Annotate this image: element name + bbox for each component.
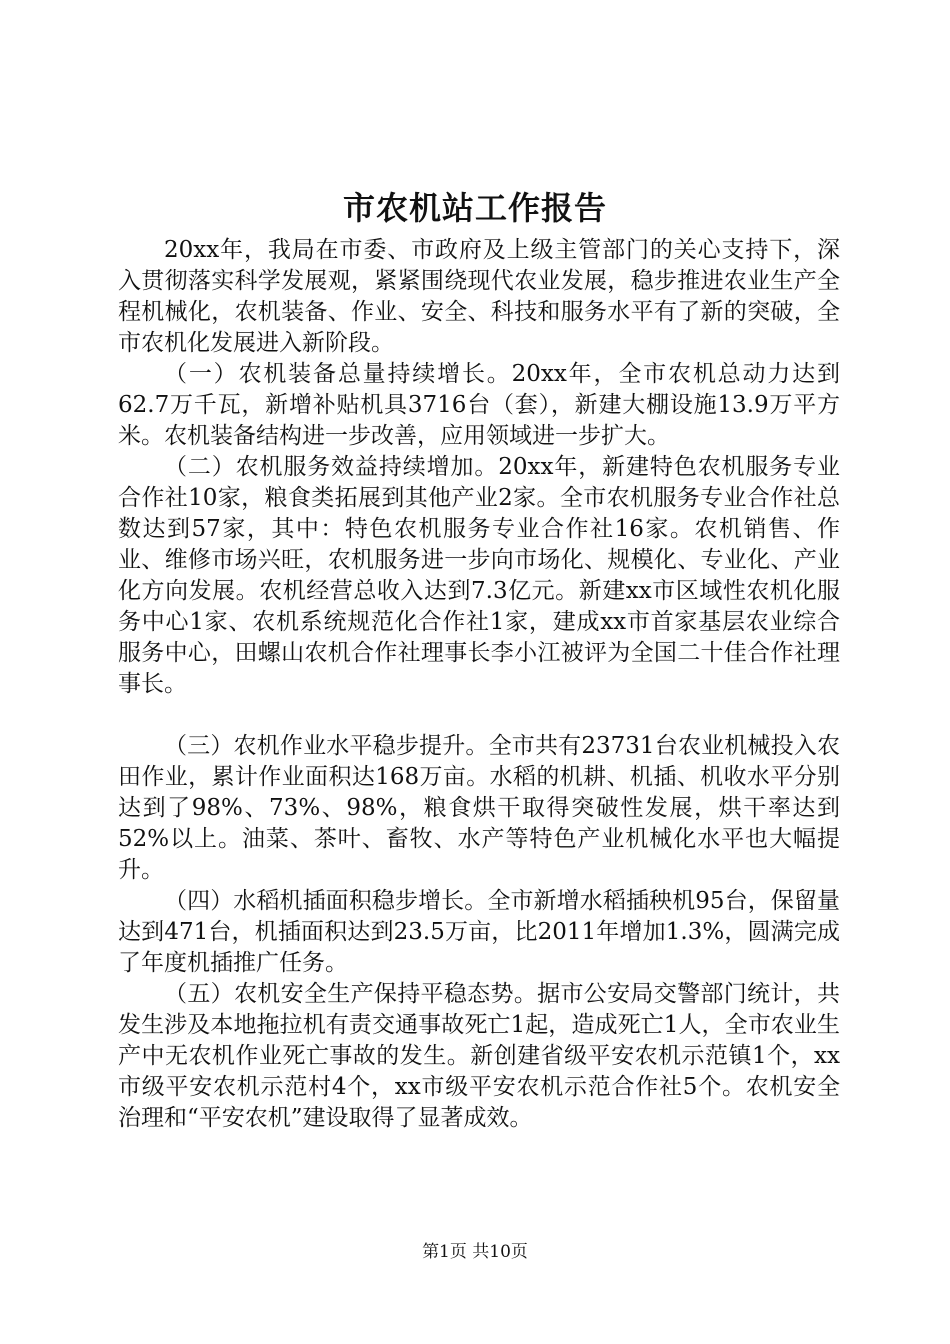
section-4-paragraph: （四）水稻机插面积稳步增长。全市新增水稻插秧机95台，保留量达到471台，机插面积达到23.5万亩，比2011年增加1.3%，圆满完成了年度机插推广任务。 <box>118 888 840 976</box>
document-title: 市农机站工作报告 <box>342 189 607 227</box>
section-5-paragraph: （五）农机安全生产保持平稳态势。据市公安局交警部门统计，共发生涉及本地拖拉机有责交通事故死亡1起，造成死亡1人，全市农业生产中无农机作业死亡事故的发生。新创建省级平安农机示范镇1个，xx市级平安农机示范村4个，xx市级平安农机示范合作社5个。农机安全治理和“平安农机”建设取得了显著成效。 <box>118 981 840 1131</box>
section-2-paragraph: （二）农机服务效益持续增加。20xx年，新建特色农机服务专业合作社10家，粮食类拓展到其他产业2家。全市农机服务专业合作社总数达到57家，其中：特色农机服务专业合作社16家。农机销售、作业、维修市场兴旺，农机服务进一步向市场化、规模化、专业化、产业化方向发展。农机经营总收入达到7.3亿元。新建xx市区域性农机化服务中心1家、农机系统规范化合作社1家，建成xx市首家基层农业综合服务中心，田螺山农机合作社理事长李小江被评为全国二十佳合作社理事长。 <box>118 454 840 697</box>
document-body <box>118 235 840 1134</box>
section-3-paragraph: （三）农机作业水平稳步提升。全市共有23731台农业机械投入农田作业，累计作业面积达168万亩。水稻的机耕、机插、机收水平分别达到了98%、73%、98%，粮食烘干取得突破性发展，烘干率达到52%以上。油菜、茶叶、畜牧、水产等特色产业机械化水平也大幅提升。 <box>118 733 840 883</box>
intro-paragraph: 20xx年，我局在市委、市政府及上级主管部门的关心支持下，深入贯彻落实科学发展观，紧紧围绕现代农业发展，稳步推进农业生产全程机械化，农机装备、作业、安全、科技和服务水平有了新的突破，全市农机化发展进入新阶段。 <box>118 237 840 356</box>
section-1-paragraph: （一）农机装备总量持续增长。20xx年，全市农机总动力达到62.7万千瓦，新增补贴机具3716台（套），新建大棚设施13.9万平方米。农机装备结构进一步改善，应用领域进一步扩大。 <box>118 361 840 449</box>
page-number-footer: 第1页 共10页 <box>422 1242 528 1262</box>
